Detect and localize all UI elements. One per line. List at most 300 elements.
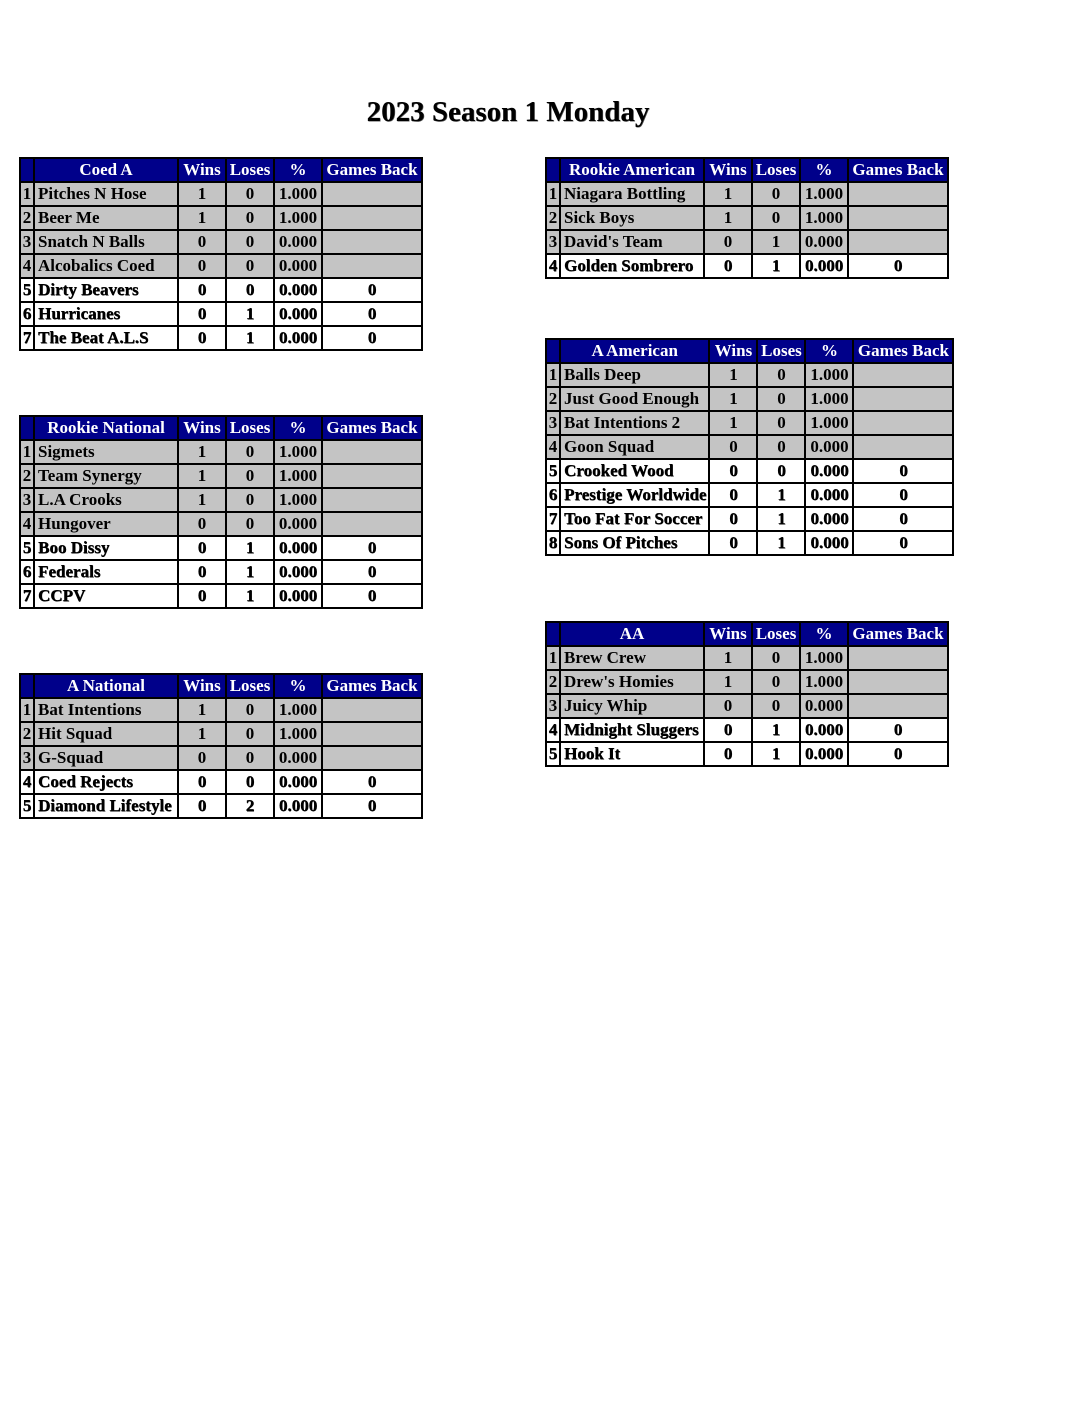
wins-cell: 0 (704, 254, 752, 278)
games-back-cell: 0 (853, 531, 953, 555)
pct-cell: 1.000 (274, 206, 322, 230)
games-back-cell: 0 (853, 459, 953, 483)
games-back-cell (848, 670, 948, 694)
rank-cell: 7 (20, 584, 34, 608)
loses-cell: 0 (757, 387, 805, 411)
pct-cell: 0.000 (800, 694, 848, 718)
rank-cell: 1 (20, 440, 34, 464)
games-back-cell: 0 (853, 507, 953, 531)
loses-header: Loses (752, 622, 800, 646)
rank-header (546, 339, 560, 363)
table-row (546, 411, 953, 435)
table-row (20, 230, 422, 254)
loses-cell: 1 (757, 507, 805, 531)
division-name: Coed A (34, 158, 178, 182)
pct-header: % (800, 158, 848, 182)
pct-cell: 0.000 (805, 459, 853, 483)
loses-cell: 0 (226, 722, 274, 746)
loses-cell: 1 (757, 531, 805, 555)
rank-cell: 3 (546, 694, 560, 718)
loses-cell: 1 (226, 560, 274, 584)
loses-cell: 1 (752, 230, 800, 254)
table-row (20, 488, 422, 512)
division-name: AA (560, 622, 704, 646)
wins-header: Wins (704, 158, 752, 182)
wins-cell: 0 (704, 694, 752, 718)
wins-cell: 0 (704, 742, 752, 766)
loses-cell: 1 (226, 584, 274, 608)
pct-cell: 1.000 (800, 646, 848, 670)
rank-header (546, 622, 560, 646)
table-row (546, 182, 948, 206)
header-row (20, 674, 422, 698)
loses-cell: 0 (226, 182, 274, 206)
rank-cell: 5 (546, 459, 560, 483)
table-row (546, 387, 953, 411)
loses-cell: 1 (752, 742, 800, 766)
table-row (20, 302, 422, 326)
pct-cell: 0.000 (805, 435, 853, 459)
rank-cell: 1 (20, 182, 34, 206)
rank-cell: 3 (20, 746, 34, 770)
table-row (546, 483, 953, 507)
rank-cell: 4 (546, 718, 560, 742)
loses-cell: 1 (752, 718, 800, 742)
table-row (20, 206, 422, 230)
team-name: L.A Crooks (34, 488, 178, 512)
rank-cell: 8 (546, 531, 560, 555)
wins-cell: 0 (178, 770, 226, 794)
table-row (546, 718, 948, 742)
table-row (546, 507, 953, 531)
team-name: Dirty Beavers (34, 278, 178, 302)
games-back-header: Games Back (848, 158, 948, 182)
wins-cell: 0 (178, 536, 226, 560)
standings-table-rookie-american (545, 157, 949, 279)
pct-cell: 1.000 (805, 411, 853, 435)
team-name: Hurricanes (34, 302, 178, 326)
rank-cell: 7 (20, 326, 34, 350)
games-back-cell (322, 464, 422, 488)
loses-cell: 0 (752, 694, 800, 718)
table-row (20, 536, 422, 560)
table-row (546, 670, 948, 694)
games-back-cell: 0 (322, 560, 422, 584)
rank-cell: 1 (546, 363, 560, 387)
games-back-cell: 0 (848, 742, 948, 766)
pct-cell: 0.000 (274, 230, 322, 254)
team-name: Hook It (560, 742, 704, 766)
wins-cell: 0 (178, 302, 226, 326)
standings-table-coed-a (19, 157, 423, 351)
pct-cell: 0.000 (274, 536, 322, 560)
team-name: Sigmets (34, 440, 178, 464)
header-row (546, 158, 948, 182)
wins-cell: 1 (704, 206, 752, 230)
pct-cell: 1.000 (274, 182, 322, 206)
pct-header: % (800, 622, 848, 646)
loses-cell: 1 (226, 326, 274, 350)
games-back-header: Games Back (848, 622, 948, 646)
table-row (20, 440, 422, 464)
games-back-cell (322, 698, 422, 722)
loses-cell: 0 (757, 363, 805, 387)
table-row (546, 206, 948, 230)
team-name: Sick Boys (560, 206, 704, 230)
pct-cell: 0.000 (274, 770, 322, 794)
rank-cell: 4 (20, 254, 34, 278)
pct-cell: 0.000 (805, 507, 853, 531)
loses-cell: 0 (226, 440, 274, 464)
wins-cell: 0 (178, 794, 226, 818)
games-back-cell (322, 230, 422, 254)
table-row (20, 560, 422, 584)
loses-header: Loses (226, 158, 274, 182)
rank-header (20, 158, 34, 182)
standings-table-rookie-national (19, 415, 423, 609)
rank-cell: 4 (20, 512, 34, 536)
games-back-cell (322, 746, 422, 770)
team-name: Too Fat For Soccer (560, 507, 709, 531)
loses-cell: 0 (226, 698, 274, 722)
rank-cell: 2 (546, 206, 560, 230)
pct-cell: 0.000 (274, 278, 322, 302)
team-name: Midnight Sluggers (560, 718, 704, 742)
page-title: 2023 Season 1 Monday (366, 96, 650, 128)
pct-cell: 1.000 (800, 670, 848, 694)
games-back-cell (848, 182, 948, 206)
team-name: Crooked Wood (560, 459, 709, 483)
team-name: Pitches N Hose (34, 182, 178, 206)
pct-cell: 0.000 (274, 326, 322, 350)
games-back-header: Games Back (322, 158, 422, 182)
pct-header: % (274, 416, 322, 440)
team-name: Golden Sombrero (560, 254, 704, 278)
team-name: Hungover (34, 512, 178, 536)
table-row (20, 722, 422, 746)
table-row (20, 512, 422, 536)
team-name: Prestige Worldwide (560, 483, 709, 507)
wins-cell: 0 (178, 746, 226, 770)
wins-header: Wins (709, 339, 757, 363)
loses-cell: 1 (752, 254, 800, 278)
standings-table-aa (545, 621, 949, 767)
loses-cell: 0 (226, 254, 274, 278)
division-name: Rookie National (34, 416, 178, 440)
wins-cell: 1 (704, 646, 752, 670)
table-row (546, 254, 948, 278)
loses-cell: 0 (226, 488, 274, 512)
wins-cell: 1 (178, 722, 226, 746)
games-back-cell: 0 (322, 770, 422, 794)
loses-cell: 0 (757, 411, 805, 435)
wins-cell: 0 (709, 459, 757, 483)
pct-cell: 0.000 (800, 718, 848, 742)
pct-cell: 1.000 (274, 722, 322, 746)
loses-cell: 0 (757, 435, 805, 459)
table-row (20, 794, 422, 818)
wins-cell: 1 (709, 387, 757, 411)
games-back-cell (322, 254, 422, 278)
table-row (20, 464, 422, 488)
games-back-cell (322, 488, 422, 512)
games-back-cell (853, 363, 953, 387)
games-back-cell: 0 (853, 483, 953, 507)
rank-header (20, 674, 34, 698)
games-back-cell: 0 (322, 536, 422, 560)
pct-cell: 0.000 (800, 230, 848, 254)
loses-cell: 1 (226, 536, 274, 560)
loses-cell: 0 (226, 278, 274, 302)
header-row (20, 158, 422, 182)
wins-header: Wins (704, 622, 752, 646)
team-name: Beer Me (34, 206, 178, 230)
games-back-cell: 0 (322, 794, 422, 818)
wins-cell: 1 (709, 363, 757, 387)
wins-cell: 0 (178, 278, 226, 302)
pct-cell: 0.000 (805, 531, 853, 555)
rank-cell: 2 (20, 464, 34, 488)
team-name: Goon Squad (560, 435, 709, 459)
team-name: Team Synergy (34, 464, 178, 488)
pct-cell: 1.000 (800, 206, 848, 230)
team-name: Niagara Bottling (560, 182, 704, 206)
table-row (546, 363, 953, 387)
standings-table-a-national (19, 673, 423, 819)
games-back-cell: 0 (322, 302, 422, 326)
pct-cell: 1.000 (274, 464, 322, 488)
loses-cell: 0 (226, 512, 274, 536)
pct-cell: 0.000 (274, 560, 322, 584)
rank-cell: 3 (20, 230, 34, 254)
games-back-cell (322, 512, 422, 536)
team-name: Bat Intentions 2 (560, 411, 709, 435)
pct-cell: 1.000 (274, 698, 322, 722)
team-name: CCPV (34, 584, 178, 608)
pct-cell: 1.000 (274, 440, 322, 464)
wins-header: Wins (178, 674, 226, 698)
wins-cell: 1 (178, 440, 226, 464)
games-back-cell (322, 206, 422, 230)
loses-cell: 2 (226, 794, 274, 818)
table-row (20, 278, 422, 302)
rank-cell: 1 (20, 698, 34, 722)
rank-cell: 2 (546, 670, 560, 694)
games-back-cell (322, 722, 422, 746)
team-name: Just Good Enough (560, 387, 709, 411)
team-name: Alcobalics Coed (34, 254, 178, 278)
wins-cell: 0 (704, 230, 752, 254)
rank-cell: 5 (20, 794, 34, 818)
wins-cell: 0 (709, 507, 757, 531)
games-back-cell: 0 (848, 254, 948, 278)
wins-cell: 1 (704, 182, 752, 206)
wins-cell: 0 (709, 483, 757, 507)
wins-cell: 1 (178, 488, 226, 512)
loses-cell: 0 (226, 770, 274, 794)
table-row (20, 770, 422, 794)
rank-cell: 1 (546, 182, 560, 206)
rank-header (546, 158, 560, 182)
table-row (20, 326, 422, 350)
rank-cell: 1 (546, 646, 560, 670)
table-row (546, 646, 948, 670)
wins-cell: 0 (178, 230, 226, 254)
team-name: Sons Of Pitches (560, 531, 709, 555)
table-row (546, 230, 948, 254)
pct-cell: 0.000 (274, 584, 322, 608)
rank-cell: 6 (20, 560, 34, 584)
team-name: Federals (34, 560, 178, 584)
rank-cell: 3 (546, 230, 560, 254)
rank-cell: 2 (20, 206, 34, 230)
rank-cell: 7 (546, 507, 560, 531)
team-name: Bat Intentions (34, 698, 178, 722)
wins-header: Wins (178, 416, 226, 440)
games-back-header: Games Back (322, 674, 422, 698)
pct-cell: 0.000 (274, 512, 322, 536)
wins-cell: 1 (178, 206, 226, 230)
pct-cell: 1.000 (274, 488, 322, 512)
division-name: Rookie American (560, 158, 704, 182)
team-name: Brew Crew (560, 646, 704, 670)
wins-cell: 1 (704, 670, 752, 694)
table-row (20, 698, 422, 722)
games-back-header: Games Back (853, 339, 953, 363)
team-name: David's Team (560, 230, 704, 254)
division-name: A National (34, 674, 178, 698)
division-name: A American (560, 339, 709, 363)
table-row (20, 584, 422, 608)
table-row (546, 435, 953, 459)
wins-cell: 1 (709, 411, 757, 435)
games-back-cell (848, 646, 948, 670)
table-row (20, 182, 422, 206)
wins-cell: 0 (178, 326, 226, 350)
pct-cell: 0.000 (274, 794, 322, 818)
loses-cell: 0 (226, 464, 274, 488)
games-back-cell (322, 182, 422, 206)
pct-cell: 0.000 (800, 742, 848, 766)
loses-cell: 1 (757, 483, 805, 507)
loses-cell: 0 (752, 206, 800, 230)
games-back-cell (853, 411, 953, 435)
rank-cell: 2 (546, 387, 560, 411)
table-row (546, 531, 953, 555)
games-back-cell: 0 (322, 584, 422, 608)
table-row (20, 746, 422, 770)
loses-header: Loses (757, 339, 805, 363)
team-name: Diamond Lifestyle (34, 794, 178, 818)
team-name: Juicy Whip (560, 694, 704, 718)
table-row (546, 742, 948, 766)
rank-cell: 4 (546, 254, 560, 278)
rank-cell: 6 (546, 483, 560, 507)
loses-cell: 0 (226, 206, 274, 230)
team-name: Hit Squad (34, 722, 178, 746)
rank-cell: 5 (20, 536, 34, 560)
pct-header: % (274, 674, 322, 698)
rank-cell: 3 (20, 488, 34, 512)
header-row (20, 416, 422, 440)
pct-cell: 1.000 (800, 182, 848, 206)
pct-cell: 0.000 (800, 254, 848, 278)
wins-cell: 0 (178, 560, 226, 584)
loses-cell: 0 (752, 182, 800, 206)
team-name: Boo Dissy (34, 536, 178, 560)
pct-cell: 1.000 (805, 363, 853, 387)
rank-cell: 5 (20, 278, 34, 302)
team-name: G-Squad (34, 746, 178, 770)
loses-cell: 0 (752, 646, 800, 670)
loses-header: Loses (226, 674, 274, 698)
wins-cell: 0 (178, 584, 226, 608)
header-row (546, 622, 948, 646)
games-back-header: Games Back (322, 416, 422, 440)
loses-cell: 0 (226, 230, 274, 254)
pct-cell: 0.000 (274, 302, 322, 326)
loses-header: Loses (226, 416, 274, 440)
games-back-cell (848, 230, 948, 254)
wins-cell: 1 (178, 182, 226, 206)
team-name: Coed Rejects (34, 770, 178, 794)
wins-cell: 0 (178, 254, 226, 278)
table-row (546, 459, 953, 483)
games-back-cell (848, 206, 948, 230)
rank-cell: 3 (546, 411, 560, 435)
pct-cell: 0.000 (274, 746, 322, 770)
standings-table-a-american (545, 338, 954, 556)
rank-cell: 4 (546, 435, 560, 459)
loses-cell: 0 (752, 670, 800, 694)
wins-cell: 0 (709, 435, 757, 459)
games-back-cell: 0 (322, 278, 422, 302)
games-back-cell (848, 694, 948, 718)
wins-header: Wins (178, 158, 226, 182)
pct-header: % (274, 158, 322, 182)
games-back-cell: 0 (848, 718, 948, 742)
pct-cell: 0.000 (274, 254, 322, 278)
loses-cell: 0 (757, 459, 805, 483)
games-back-cell (853, 387, 953, 411)
pct-cell: 0.000 (805, 483, 853, 507)
wins-cell: 1 (178, 698, 226, 722)
team-name: The Beat A.L.S (34, 326, 178, 350)
table-row (546, 694, 948, 718)
games-back-cell: 0 (322, 326, 422, 350)
rank-cell: 2 (20, 722, 34, 746)
games-back-cell (322, 440, 422, 464)
loses-header: Loses (752, 158, 800, 182)
loses-cell: 0 (226, 746, 274, 770)
rank-cell: 4 (20, 770, 34, 794)
wins-cell: 0 (178, 512, 226, 536)
team-name: Drew's Homies (560, 670, 704, 694)
team-name: Balls Deep (560, 363, 709, 387)
loses-cell: 1 (226, 302, 274, 326)
wins-cell: 0 (709, 531, 757, 555)
pct-cell: 1.000 (805, 387, 853, 411)
wins-cell: 0 (704, 718, 752, 742)
rank-header (20, 416, 34, 440)
games-back-cell (853, 435, 953, 459)
table-row (20, 254, 422, 278)
team-name: Snatch N Balls (34, 230, 178, 254)
rank-cell: 6 (20, 302, 34, 326)
rank-cell: 5 (546, 742, 560, 766)
pct-header: % (805, 339, 853, 363)
wins-cell: 1 (178, 464, 226, 488)
